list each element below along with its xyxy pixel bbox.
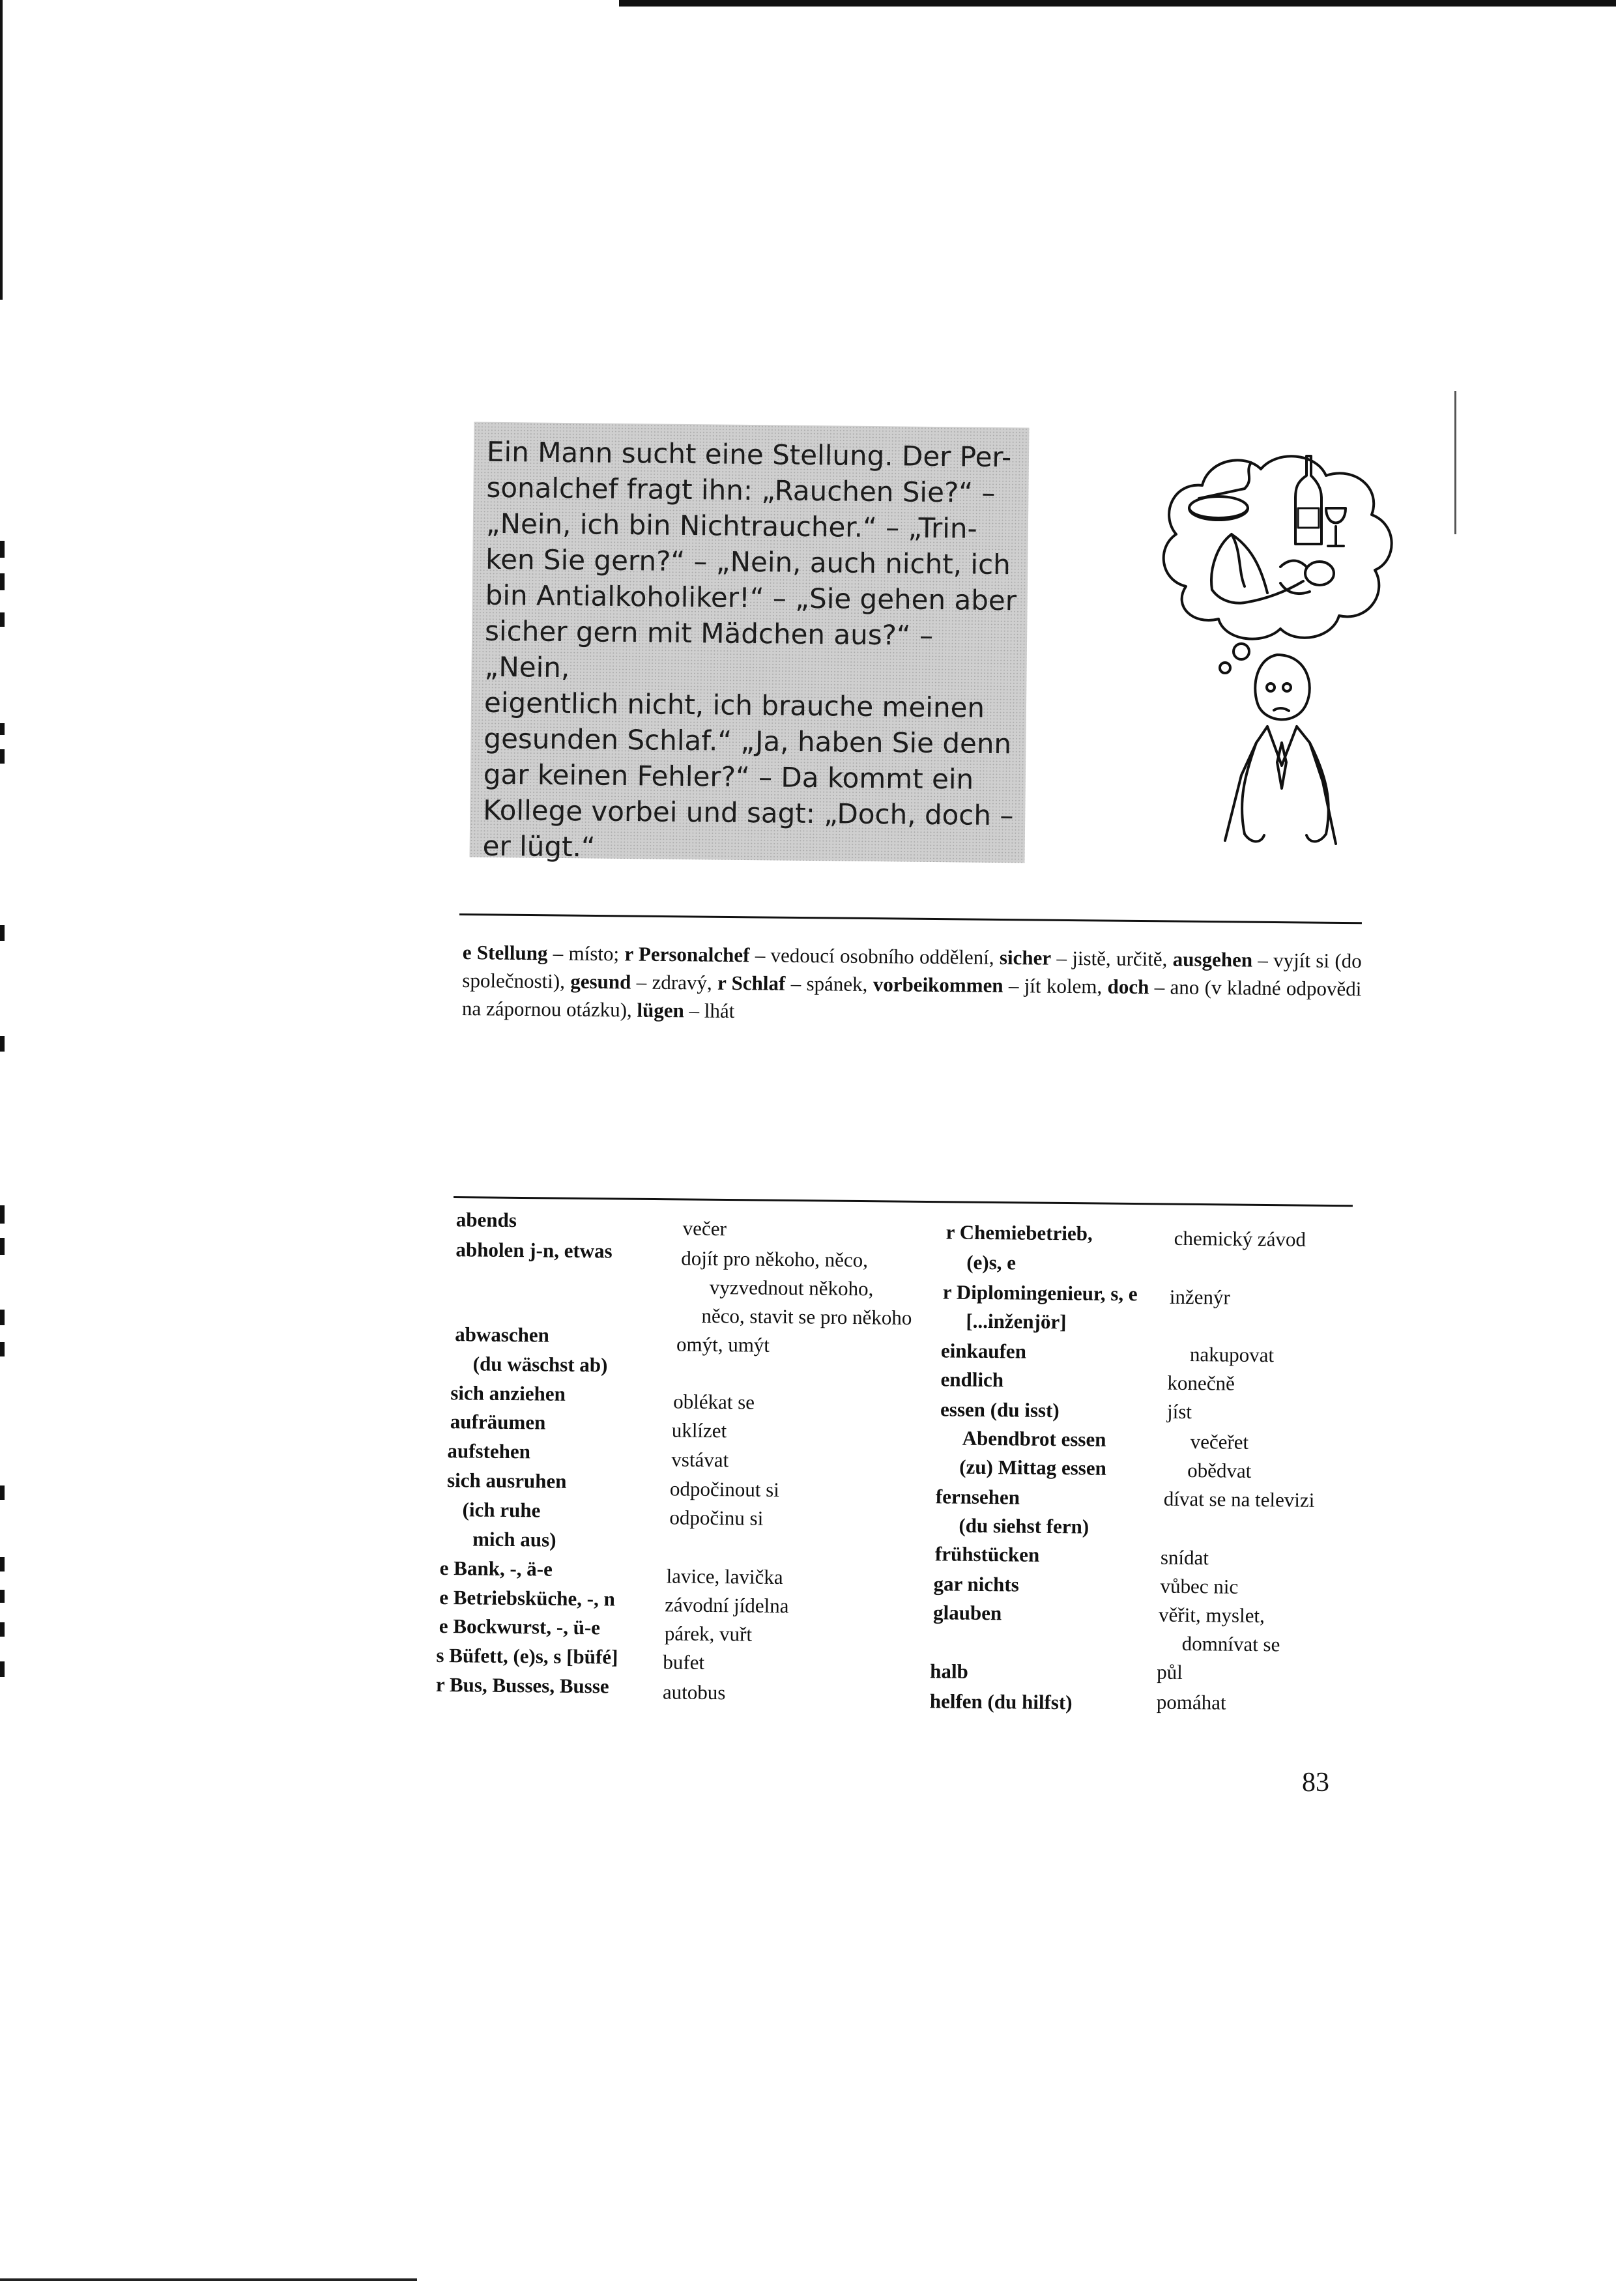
vocab-translation: věřit, myslet, [1158,1603,1265,1628]
gloss-term: vorbeikommen [873,973,1003,997]
vocab-term: aufstehen [447,1439,531,1463]
vocab-term: r Bus, Busses, Busse [435,1672,609,1698]
page-number: 83 [1302,1768,1329,1798]
joke-text: Ein Mann sucht eine Stellung. Der Per- sonalchef fragt ihn: „Rauchen Sie?“ – „Nein, ich bin Nichtraucher.“ – „Trin- ken Sie gern?“ – „Nein, auch nicht, ich bin Antialkoholiker!“ – „Sie gehen aber sicher gern mit Mädchen aus?“ – „Nein, eigentlich nicht, ich brauche meinen gesunden Schlaf.“ „Ja, haben Sie denn gar keinen Fehler?“ – Da kommt ein Kollege vorbei und sagt: „Doch, doch – er lügt.“ [482,435,1017,863]
vocab-term: e Bank, -, ä-e [439,1556,553,1581]
gloss-meaning: – jít kolem, [1003,973,1108,998]
vocab-translation: inženýr [1169,1285,1230,1309]
vocab-translation: párek, vuřt [664,1622,753,1646]
vocab-translation: bufet [663,1650,705,1674]
vocab-translation: dojít pro někoho, něco, [681,1246,869,1272]
vocab-translation: večer [682,1216,727,1241]
vocab-translation: vyzvednout někoho, [709,1275,874,1300]
vocab-term: abends [455,1208,517,1232]
vocab-translation: omýt, umýt [676,1332,770,1356]
vocab-term: e Betriebsküche, -, n [439,1585,615,1611]
vocab-term: [...inženjör] [966,1309,1067,1334]
gloss-term: r Personalchef [624,942,750,967]
vocab-term: gar nichts [933,1572,1019,1596]
vocab-term: helfen (du hilfst) [929,1689,1073,1714]
vocab-translation: půl [1157,1660,1183,1684]
vocab-term: (du wäschst ab) [472,1352,608,1377]
vocab-term: frühstücken [934,1542,1040,1566]
scan-border-left [0,0,3,300]
vocab-term: halb [930,1659,969,1683]
gloss-meaning: – lhát [684,999,735,1023]
gloss-meaning: – vyjít si (do společnosti), [462,948,1362,993]
vocab-translation: jíst [1166,1399,1192,1424]
vocab-translation: vůbec nic [1160,1574,1239,1598]
vocab-translation: večeřet [1190,1430,1249,1454]
vocab-term: s Büfett, (e)s, s [büfé] [436,1643,618,1669]
vocab-term: (zu) Mittag essen [959,1455,1107,1480]
vocab-term: einkaufen [940,1339,1027,1363]
vocab-term: endlich [940,1368,1004,1392]
vocab-translation: vstávat [671,1448,729,1472]
vocab-term: sich anziehen [450,1381,566,1405]
vocab-term: abwaschen [455,1323,550,1347]
vocab-term: e Bockwurst, -, ü-e [439,1614,601,1639]
vocab-translation: odpočinout si [669,1477,780,1501]
vocab-term: mich aus) [472,1527,556,1551]
vocab-translation: závodní jídelna [665,1593,789,1618]
gloss-term: doch [1107,975,1149,999]
vocab-term: r Chemiebetrieb, [945,1220,1093,1245]
gloss-meaning: – zdravý, [631,970,718,994]
scan-mark [0,541,5,558]
gloss-meaning: – vedoucí osobního oddělení, [749,943,1000,969]
gloss-term: lügen [637,998,685,1022]
vocab-term: (ich ruhe [462,1498,541,1522]
vocab-translation: uklízet [671,1418,727,1442]
vocab-translation: chemický závod [1174,1226,1306,1251]
vocab-translation: konečně [1167,1371,1235,1395]
gloss-term: r Schlaf [717,971,786,995]
scan-mark [0,573,5,590]
gloss-term: ausgehen [1172,947,1253,971]
vocab-translation: obědvat [1187,1458,1252,1482]
vocab-term: glauben [932,1601,1002,1625]
scan-mark [0,612,5,627]
vocab-translation: autobus [662,1680,726,1704]
vocab-translation: lavice, lavička [666,1564,783,1589]
gloss-meaning: – spánek, [785,971,873,996]
vocab-translation: pomáhat [1156,1690,1226,1714]
vocab-translation: odpočinu si [669,1506,764,1530]
vocab-translation: nakupovat [1189,1343,1275,1367]
vocab-translation: dívat se na televizi [1163,1487,1315,1512]
vocab-term: aufräumen [450,1410,546,1434]
vocab-term: (e)s, e [966,1250,1017,1274]
vocab-term: sich ausruhen [446,1469,567,1493]
vocab-term: Abendbrot essen [962,1426,1106,1451]
gloss-meaning: – ano (v kladné odpovědi na zápornou otázku), [461,975,1362,1022]
gloss-meaning: – jistě, určitě, [1050,946,1173,971]
vocab-term: r Diplomingenieur, s, e [942,1280,1138,1306]
vocab-translation: snídat [1160,1545,1209,1570]
gloss-term: gesund [570,969,631,994]
vocab-translation: oblékat se [673,1390,755,1414]
vocab-translation: něco, stavit se pro někoho [701,1304,912,1329]
gloss-meaning: – místo; [547,941,625,966]
vocab-term: abholen j-n, etwas [455,1238,613,1263]
vocab-term: fernsehen [935,1485,1020,1509]
vocab-term: (du siehst fern) [959,1514,1089,1538]
gloss-term: e Stellung [462,940,548,965]
vocab-translation: domnívat se [1181,1631,1280,1656]
vocab-term: essen (du isst) [940,1398,1060,1422]
gloss-term: sicher [999,945,1052,969]
scan-mark [0,723,5,735]
